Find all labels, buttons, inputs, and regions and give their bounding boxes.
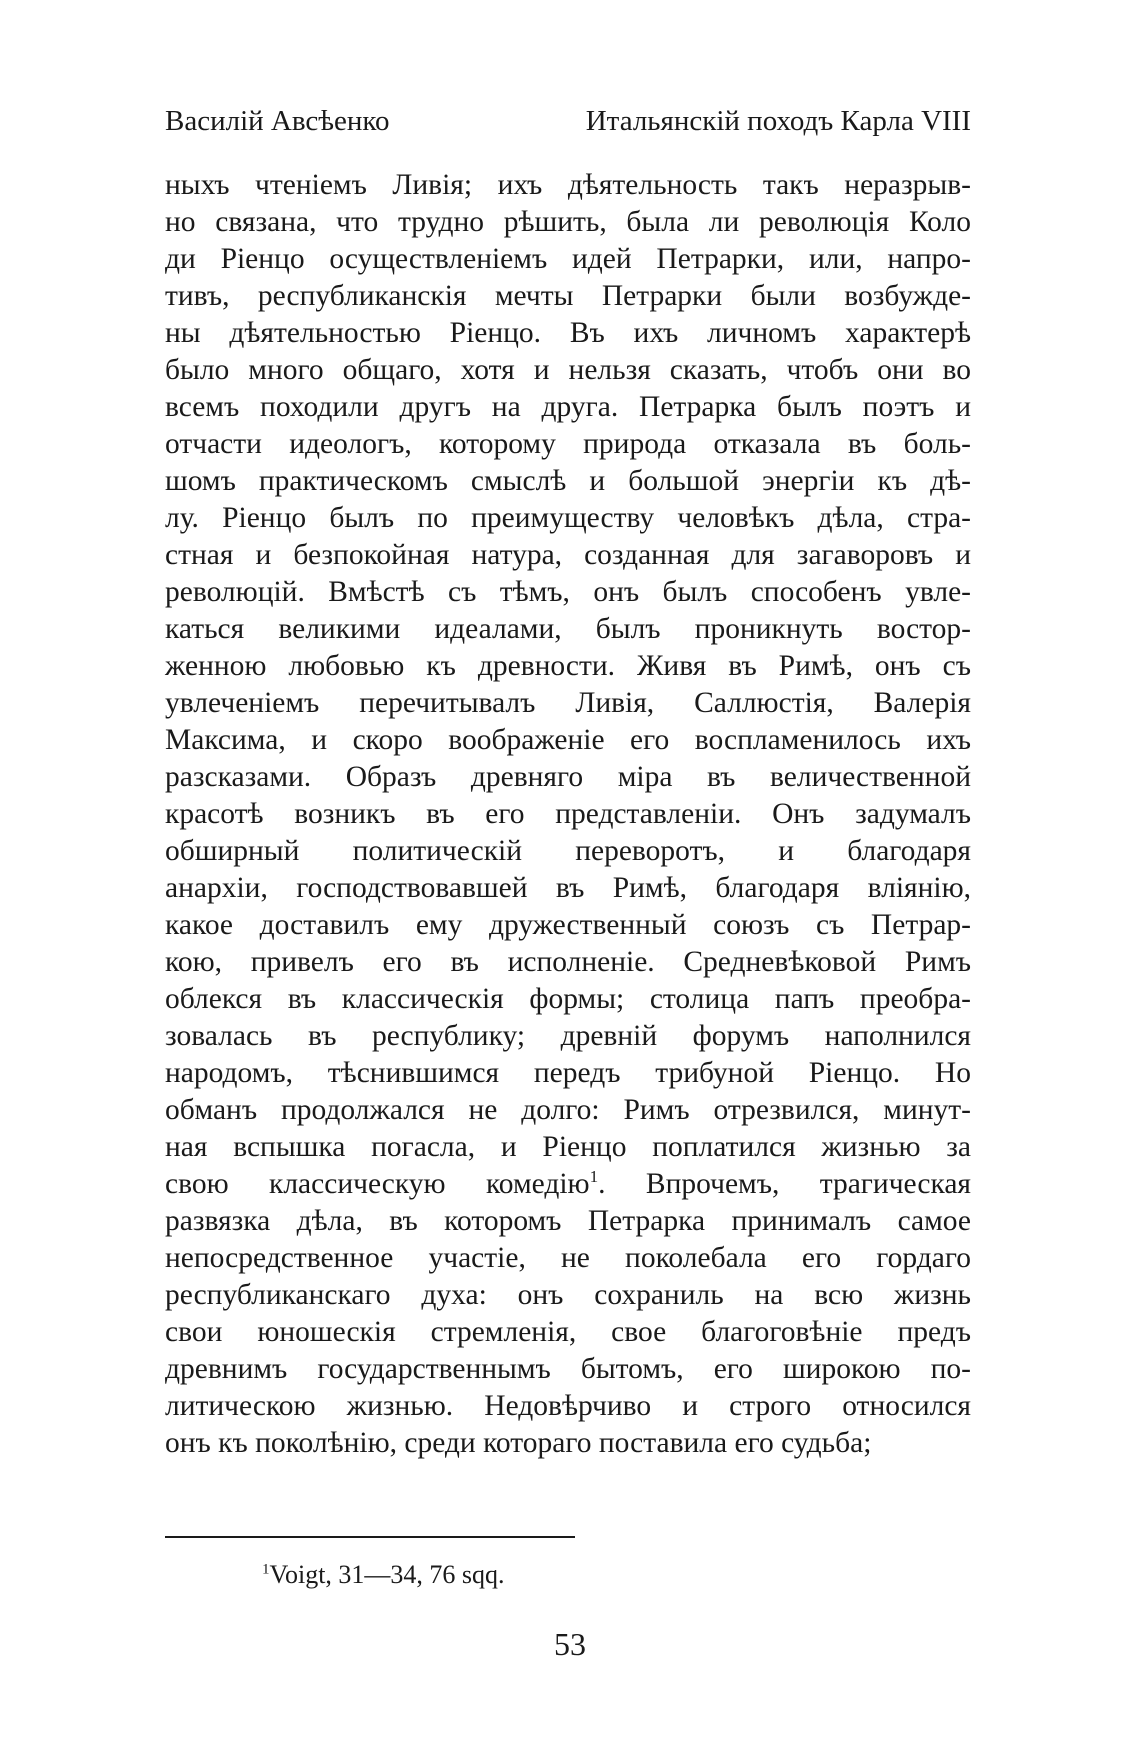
text-line: ди Ріенцо осуществленіемъ идей Петрарки, или, напро-	[165, 243, 971, 275]
text-line: облекся въ классическія формы; столица папъ преобра-	[165, 983, 971, 1015]
text-line: ная вспышка погасла, и Ріенцо поплатился жизнью за	[165, 1131, 971, 1163]
footnote-mark: 1	[262, 1561, 270, 1578]
text-line: увлеченіемъ перечитывалъ Ливія, Саллюстія, Валерія	[165, 687, 971, 719]
text-line: развязка дѣла, въ которомъ Петрарка принималъ самое	[165, 1205, 971, 1237]
text-line: но связана, что трудно рѣшить, была ли революція Коло	[165, 206, 971, 238]
footnote-reference: 1	[589, 1167, 599, 1187]
text-line: революцій. Вмѣстѣ съ тѣмъ, онъ былъ способенъ увле-	[165, 576, 971, 608]
text-line-with-footnote-ref	[165, 1166, 971, 1203]
text-line: анархіи, господствовавшей въ Римѣ, благодаря вліянію,	[165, 872, 971, 904]
running-header	[165, 103, 971, 139]
text-line: обширный политическій переворотъ, и благодаря	[165, 835, 971, 867]
text-line: красотѣ возникъ въ его представленіи. Онъ задумалъ	[165, 798, 971, 830]
text-line: было много общаго, хотя и нельзя сказать, чтобъ они во	[165, 354, 971, 386]
header-title: Итальянскій походъ Карла VIII	[585, 105, 971, 137]
text-line: лу. Ріенцо былъ по преимуществу человѣкъ дѣла, стра-	[165, 502, 971, 534]
text-line: непосредственное участіе, не поколебала его гордаго	[165, 1242, 971, 1274]
text-line: ныхъ чтеніемъ Ливія; ихъ дѣятельность такъ неразрыв-	[165, 169, 971, 201]
text-line: стная и безпокойная натура, созданная для загаворовъ и	[165, 539, 971, 571]
text-line: Максима, и скоро воображеніе его воспламенилось ихъ	[165, 724, 971, 756]
text-line: отчасти идеологъ, которому природа отказала въ боль-	[165, 428, 971, 460]
page-number: 53	[554, 1626, 586, 1662]
text-line: шомъ практическомъ смыслѣ и большой энергіи къ дѣ-	[165, 465, 971, 497]
footnote	[262, 1558, 505, 1592]
body-text	[165, 167, 971, 1462]
text-line: тивъ, республиканскія мечты Петрарки были возбужде-	[165, 280, 971, 312]
text-line: свои юношескія стремленія, свое благоговѣніе предъ	[165, 1316, 971, 1348]
text-line: народомъ, тѣснившимся передъ трибуной Ріенцо. Но	[165, 1057, 971, 1089]
text-line: республиканскаго духа: онъ сохраниль на всю жизнь	[165, 1279, 971, 1311]
text-line: ны дѣятельностью Ріенцо. Въ ихъ личномъ характерѣ	[165, 317, 971, 349]
text-line: обманъ продолжался не долго: Римъ отрезвился, минут-	[165, 1094, 971, 1126]
footnote-divider	[165, 1536, 575, 1538]
text-line: древнимъ государственнымъ бытомъ, его широкою по-	[165, 1353, 971, 1385]
text-line-last: онъ къ поколѣнію, среди котораго поставила его судьба;	[165, 1427, 872, 1459]
footnote-text: Voigt, 31—34, 76 sqq.	[269, 1560, 505, 1589]
text-line: кою, привелъ его въ исполненіе. Средневѣковой Римъ	[165, 946, 971, 978]
text-line: всемъ походили другъ на друга. Петрарка былъ поэтъ и	[165, 391, 971, 423]
line-text-after-ref: . Впрочемъ, трагическая	[598, 1168, 971, 1200]
text-line: какое доставилъ ему дружественный союзъ съ Петрар-	[165, 909, 971, 941]
text-line: литическою жизнью. Недовѣрчиво и строго относился	[165, 1390, 971, 1422]
text-line: разсказами. Образъ древняго міра въ величественной	[165, 761, 971, 793]
header-author: Василій Авсѣенко	[165, 105, 390, 137]
text-line: женною любовью къ древности. Живя въ Римѣ, онъ съ	[165, 650, 971, 682]
line-text-before-ref: свою классическую комедію	[165, 1168, 590, 1200]
text-line: каться великими идеалами, былъ проникнуть востор-	[165, 613, 971, 645]
text-line: зовалась въ республику; древній форумъ наполнился	[165, 1020, 971, 1052]
